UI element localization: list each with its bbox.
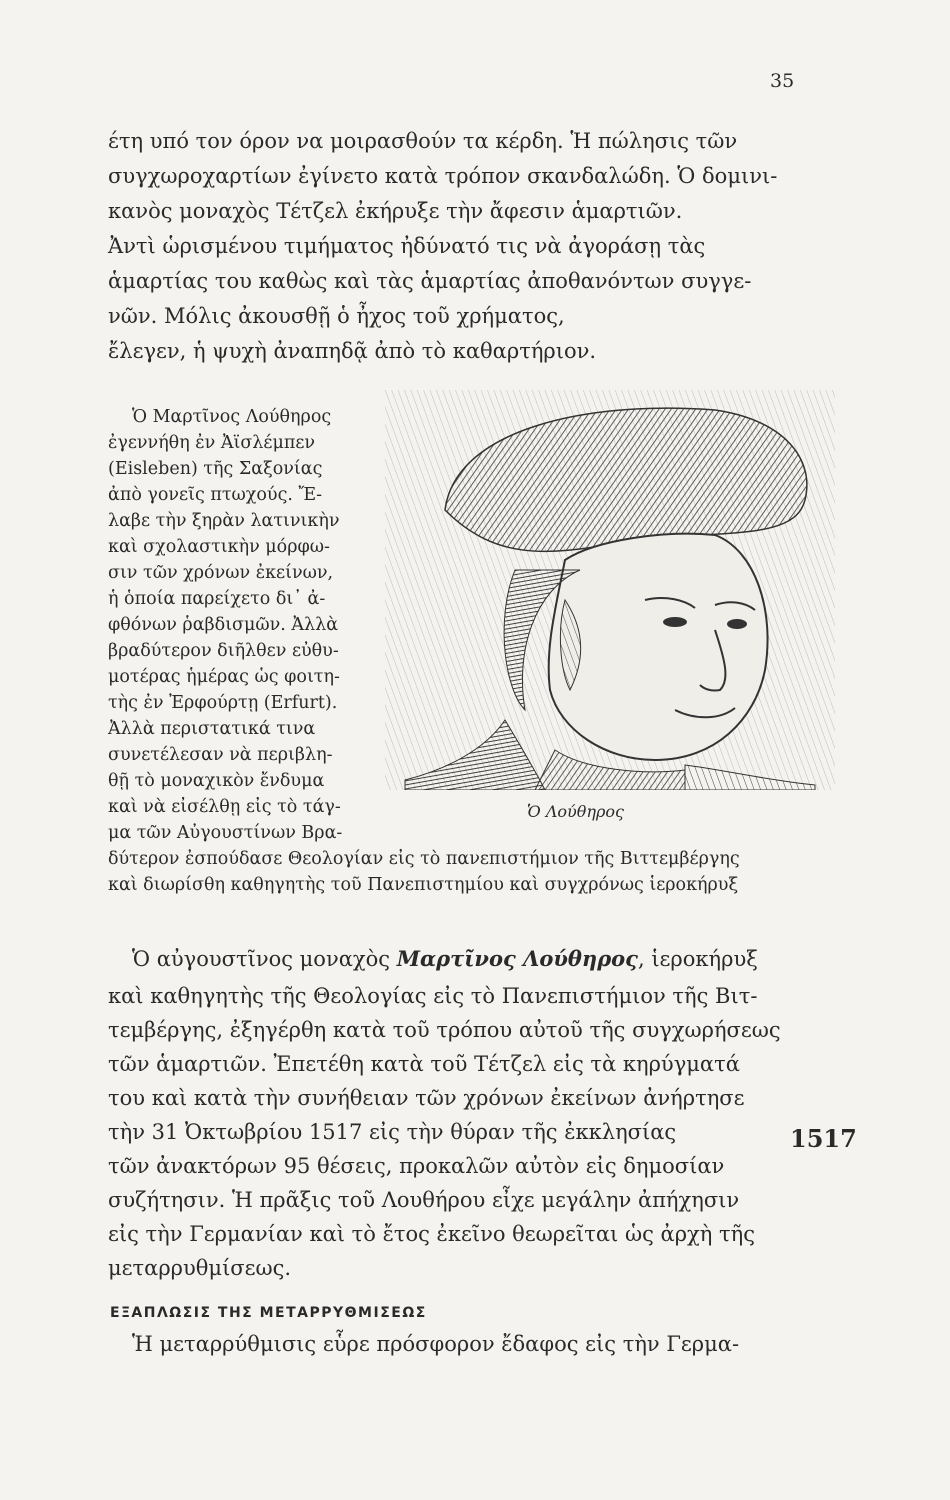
text-line: ἐγεννήθη ἐν Ἀϊσλέμπεν [108, 433, 316, 453]
text-line: ἁμαρτίας του καθὼς καὶ τὰς ἁμαρτίας ἀποθανόντων συγγε- [108, 269, 752, 293]
text-line: δύτερον ἐσπούδασε Θεολογίαν εἰς τὸ πανεπιστήμιον τῆς Βιττεμβέργης [108, 849, 740, 869]
text-line: λαβε τὴν ξηρὰν λατινικὴν [108, 511, 340, 531]
text-line: μα τῶν Αὐγουστίνων Βρα- [108, 823, 343, 843]
text-line: σιν τῶν χρόνων ἐκείνων, [108, 563, 334, 583]
text-line: (Eisleben) τῆς Σαξονίας [108, 459, 323, 479]
text-line: συγχωροχαρτίων ἐγίνετο κατὰ τρόπον σκανδαλώδη. Ὁ δομινι- [108, 164, 778, 188]
text-line: έτη υπό τον όρον να μοιρασθούν τα κέρδη. Ἡ πώλησις τῶν [108, 129, 738, 153]
text-line: τὴν 31 Ὀκτωβρίου 1517 εἰς τὴν θύραν τῆς ἐκκλησίας [108, 1120, 677, 1144]
text-line: ἀπὸ γονεῖς πτωχούς. Ἔ- [108, 485, 323, 505]
text-fragment: Ὁ αὐγουστῖνος μοναχὸς [132, 947, 397, 971]
text-line: θῇ τὸ μοναχικὸν ἔνδυμα [108, 771, 325, 791]
text-line: Ἀντὶ ὡρισμένου τιμήματος ἠδύνατό τις νὰ ἀγοράσῃ τὰς [108, 234, 706, 258]
text-line: καὶ καθηγητὴς τῆς Θεολογίας εἰς τὸ Πανεπιστήμιον τῆς Βιτ- [108, 984, 758, 1008]
text-line: μοτέρας ἡμέρας ὡς φοιτη- [108, 667, 340, 687]
portrait-caption: Ὁ Λούθηρος [527, 802, 624, 821]
text-line: Ἀλλὰ περιστατικά τινα [108, 719, 316, 739]
text-line: του καὶ κατὰ τὴν συνήθειαν τῶν χρόνων ἐκείνων ἀνήρτησε [108, 1086, 745, 1110]
luther-name: Μαρτῖνος Λούθηρος [396, 946, 638, 971]
text-line: μεταρρυθμίσεως. [108, 1256, 292, 1280]
text-line: καὶ διωρίσθη καθηγητὴς τοῦ Πανεπιστημίου καὶ συγχρόνως ἱεροκήρυξ [108, 875, 739, 895]
text-line: ἡ ὁποία παρείχετο δι᾿ ἀ- [108, 589, 326, 609]
text-line [132, 945, 758, 973]
text-line: κανὸς μοναχὸς Τέτζελ ἐκήρυξε τὴν ἄφεσιν ἁμαρτιῶν. [108, 199, 683, 223]
text-line: τῶν ἀνακτόρων 95 θέσεις, προκαλῶν αὐτὸν εἰς δημοσίαν [108, 1154, 725, 1178]
luther-portrait [385, 390, 835, 790]
text-line: τὴς ἐν Ἐρφούρτῃ (Erfurt). [108, 693, 338, 713]
text-line: συνετέλεσαν νὰ περιβλη- [108, 745, 333, 765]
text-line: συζήτησιν. Ἡ πρᾶξις τοῦ Λουθήρου εἶχε μεγάλην ἀπήχησιν [108, 1188, 740, 1212]
text-line: βραδύτερον διῆλθεν εὐθυ- [108, 641, 339, 661]
text-line: Ὁ Μαρτῖνος Λούθηρος [132, 407, 332, 427]
text-line: νῶν. Μόλις ἀκουσθῇ ὁ ἦχος τοῦ χρήματος, [108, 304, 565, 328]
text-line: ἔλεγεν, ἡ ψυχὴ ἀναπηδᾷ ἀπὸ τὸ καθαρτήριον. [108, 339, 597, 363]
text-line: τεμβέργης, ἐξηγέρθη κατὰ τοῦ τρόπου αὐτοῦ τῆς συγχωρήσεως [108, 1018, 781, 1042]
page-number: 35 [770, 70, 795, 92]
text-line: καὶ σχολαστικὴν μόρφω- [108, 537, 330, 557]
text-fragment: , ἱεροκήρυξ [637, 947, 758, 971]
text-line: καὶ νὰ εἰσέλθῃ εἰς τὸ τάγ- [108, 797, 341, 817]
text-line: Ἡ μεταρρύθμισις εὗρε πρόσφορον ἔδαφος εἰς τὴν Γερμα- [132, 1332, 740, 1356]
text-line: φθόνων ῥαβδισμῶν. Ἀλλὰ [108, 615, 339, 635]
section-heading: ΕΞΑΠΛΩΣΙΣ ΤΗΣ ΜΕΤΑΡΡΥΘΜΙΣΕΩΣ [110, 1305, 427, 1321]
text-line: εἰς τὴν Γερμανίαν καὶ τὸ ἔτος ἐκεῖνο θεωρεῖται ὡς ἀρχὴ τῆς [108, 1222, 755, 1246]
margin-year: 1517 [790, 1124, 857, 1153]
text-line: τῶν ἁμαρτιῶν. Ἐπετέθη κατὰ τοῦ Τέτζελ εἰς τὰ κηρύγματά [108, 1052, 740, 1076]
